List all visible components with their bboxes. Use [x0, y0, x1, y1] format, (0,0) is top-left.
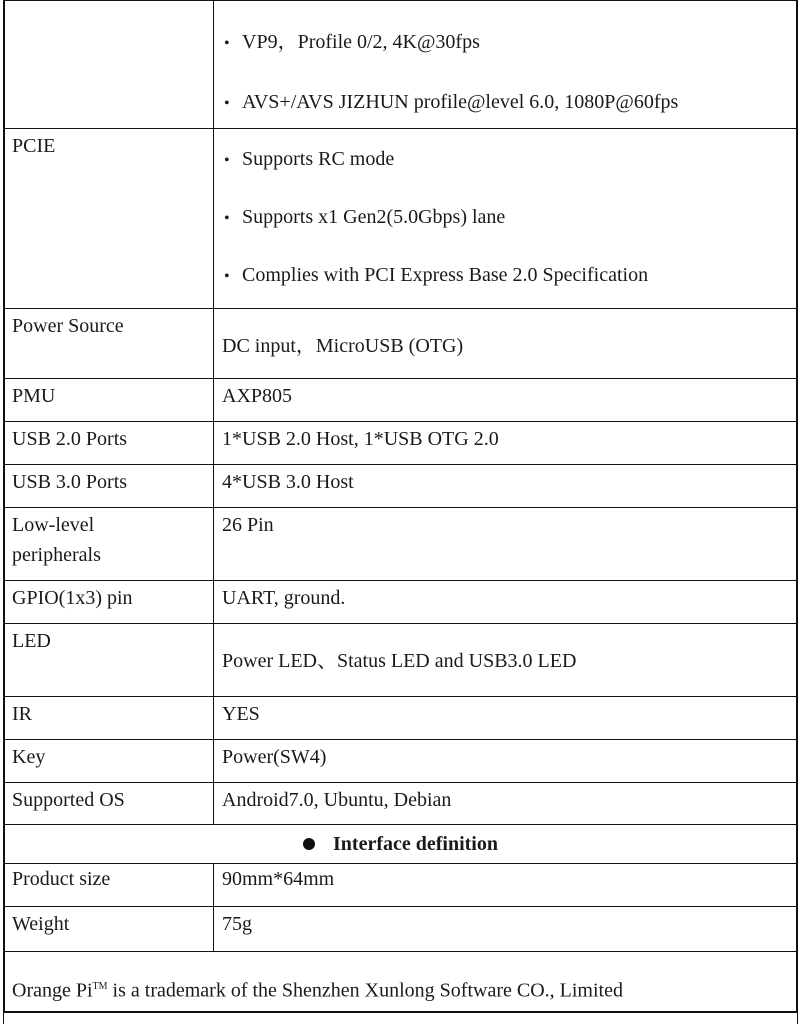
row-value: 26 Pin: [214, 508, 798, 581]
bullet-icon: •: [224, 95, 230, 112]
row-label: [4, 1, 214, 129]
row-label: GPIO(1x3) pin: [4, 581, 214, 624]
table-row: [4, 624, 798, 697]
table-row: [4, 864, 798, 907]
row-value: YES: [214, 697, 798, 740]
row-label: IR: [4, 697, 214, 740]
row-value: 90mm*64mm: [214, 864, 798, 907]
row-value: 4*USB 3.0 Host: [214, 465, 798, 508]
brand-name: Orange Pi: [12, 979, 93, 1002]
row-label: Low-level peripherals: [4, 508, 214, 581]
footer-note: [4, 952, 798, 1025]
row-value: [214, 129, 798, 309]
table-row: [4, 907, 798, 952]
row-value: [214, 1, 798, 129]
row-value: DC input，MicroUSB (OTG): [214, 309, 798, 379]
table-row: [4, 697, 798, 740]
list-item: • Supports x1 Gen2(5.0Gbps) lane: [224, 189, 797, 247]
list-item: • Complies with PCI Express Base 2.0 Specification: [224, 247, 797, 307]
row-label: PMU: [4, 379, 214, 422]
table-row: [4, 1, 798, 129]
table-row: [4, 422, 798, 465]
row-value: Power LED、Status LED and USB3.0 LED: [214, 624, 798, 697]
bullet-icon: •: [224, 268, 230, 285]
spec-table: [3, 0, 798, 1024]
list-item: • AVS+/AVS JIZHUN profile@level 6.0, 1080P@60fps: [224, 71, 797, 128]
row-value: 1*USB 2.0 Host, 1*USB OTG 2.0: [214, 422, 798, 465]
trademark-mark: TM: [92, 981, 108, 992]
row-label: USB 3.0 Ports: [4, 465, 214, 508]
bullet-icon: •: [224, 152, 230, 169]
table-row: [4, 581, 798, 624]
bullet-icon: •: [224, 210, 230, 227]
trademark-text: is a trademark of the Shenzhen Xunlong Software CO., Limited: [107, 979, 623, 1002]
list-item: • VP9，Profile 0/2, 4K@30fps: [224, 1, 797, 71]
bullet-icon: •: [224, 35, 230, 52]
table-row: [4, 508, 798, 581]
list-item: • Supports RC mode: [224, 129, 797, 189]
table-row: [4, 309, 798, 379]
row-value: 75g: [214, 907, 798, 952]
bullet-icon: [303, 838, 315, 850]
table-row: [4, 952, 798, 1025]
table-row: [4, 465, 798, 508]
section-heading: Interface definition: [4, 825, 798, 864]
row-label: USB 2.0 Ports: [4, 422, 214, 465]
row-label: Power Source: [4, 309, 214, 379]
row-label: PCIE: [4, 129, 214, 309]
table-row: [4, 740, 798, 783]
row-value: AXP805: [214, 379, 798, 422]
row-label: Weight: [4, 907, 214, 952]
table-row: [4, 129, 798, 309]
row-label: Supported OS: [4, 783, 214, 825]
row-label: Product size: [4, 864, 214, 907]
table-row: [4, 783, 798, 825]
row-value: Power(SW4): [214, 740, 798, 783]
table-row: [4, 825, 798, 864]
row-label: Key: [4, 740, 214, 783]
row-label: LED: [4, 624, 214, 697]
row-value: UART, ground.: [214, 581, 798, 624]
row-value: Android7.0, Ubuntu, Debian: [214, 783, 798, 825]
table-row: [4, 379, 798, 422]
